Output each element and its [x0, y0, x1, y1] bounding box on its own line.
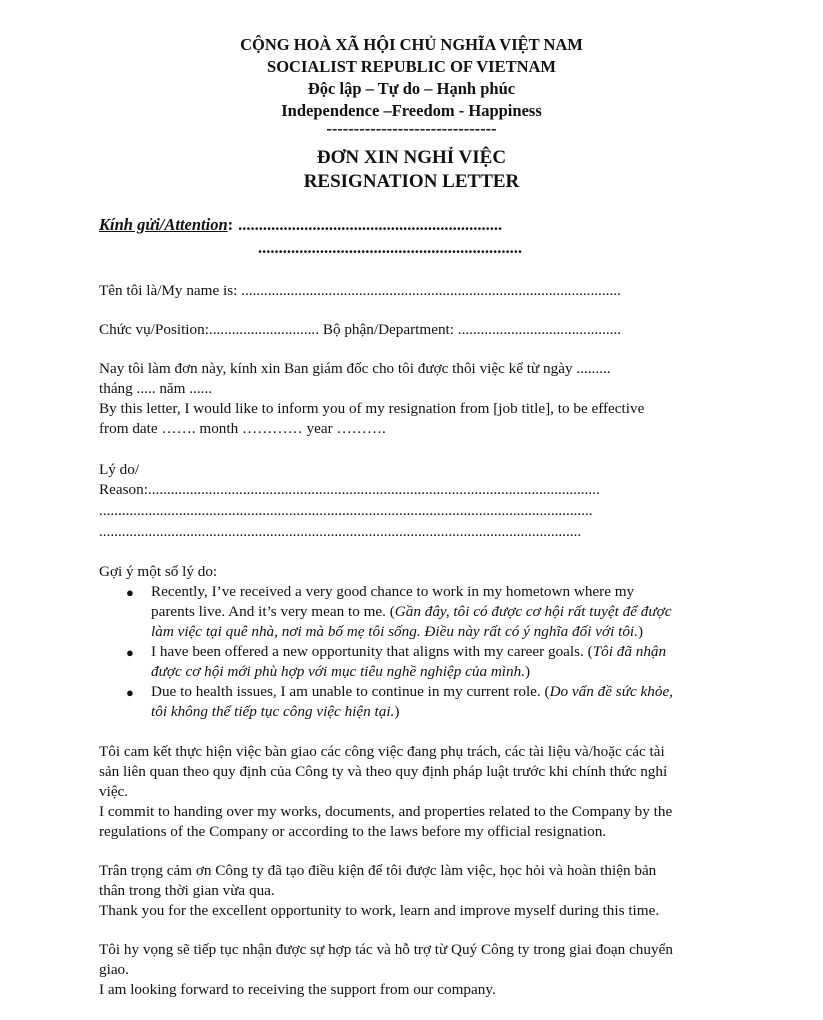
- commit-vn-line-2: sản liên quan theo quy định của Công ty và theo quy định pháp luật trước khi chính thức nghỉ: [99, 763, 668, 780]
- reason-label-line-2: Reason:.......................................................................................................................: [99, 481, 600, 498]
- request-en-line-1: By this letter, I would like to inform you of my resignation from [job title], to be effective: [99, 400, 645, 417]
- suggestion-1-line-2: parents live. And it’s very mean to me. (Gần đây, tôi có được cơ hội rất tuyệt để được: [151, 603, 672, 620]
- name-field: Tên tôi là/My name is: ....................................................................................................: [99, 282, 621, 299]
- closing-vn-line-1: Tôi hy vọng sẽ tiếp tục nhận được sự hợp tác và hỗ trợ từ Quý Công ty trong giai đoạn chuyển: [99, 941, 673, 958]
- bullet-icon: ●: [126, 585, 134, 600]
- commit-en-line-2: regulations of the Company or according to the laws before my official resignation.: [99, 823, 607, 840]
- attention-colon: :: [227, 215, 234, 234]
- suggestion-3-line-1: Due to health issues, I am unable to continue in my current role. (Do vấn đề sức khỏe,: [151, 683, 673, 700]
- bullet-icon: ●: [126, 685, 134, 700]
- thanks-vn-line-1: Trân trọng cảm ơn Công ty đã tạo điều kiện để tôi được làm việc, học hỏi và hoàn thiện bản: [99, 862, 657, 879]
- closing-en-line-1: I am looking forward to receiving the support from our company.: [99, 981, 496, 998]
- commit-en-line-1: I commit to handing over my works, documents, and properties related to the Company by the: [99, 803, 673, 820]
- position-department-field: Chức vụ/Position:............................. Bộ phận/Department: ...........................................: [99, 321, 622, 338]
- reason-blank-line-3: ...............................................................................................................................: [99, 523, 582, 540]
- suggestions-heading: Gợi ý một số lý do:: [99, 563, 218, 580]
- title-vn: ĐƠN XIN NGHỈ VIỆC: [316, 147, 507, 168]
- suggestion-3-line-2: tôi không thể tiếp tục công việc hiện tại.): [151, 703, 400, 720]
- title-en: RESIGNATION LETTER: [303, 171, 520, 192]
- commit-vn-line-3: việc.: [99, 783, 129, 800]
- closing-vn-line-2: giao.: [99, 961, 129, 978]
- reason-label-line-1: Lý do/: [99, 461, 140, 478]
- country-name-en: SOCIALIST REPUBLIC OF VIETNAM: [267, 57, 556, 76]
- suggestion-1-line-1: Recently, I’ve received a very good chance to work in my hometown where my: [151, 583, 635, 600]
- request-vn-line-2: tháng ..... năm ......: [99, 380, 213, 397]
- commit-vn-line-1: Tôi cam kết thực hiện việc bàn giao các công việc đang phụ trách, các tài liệu và/hoặc các tài: [99, 743, 665, 760]
- header-divider: -------------------------------: [326, 119, 497, 138]
- country-name-vn: CỘNG HOÀ XÃ HỘI CHỦ NGHĨA VIỆT NAM: [240, 35, 583, 54]
- thanks-en-line-1: Thank you for the excellent opportunity to work, learn and improve myself during this time.: [99, 902, 660, 919]
- attention-label: Kính gửi/Attention: [99, 215, 228, 234]
- thanks-vn-line-2: thân trong thời gian vừa qua.: [99, 882, 275, 899]
- attention-line: [99, 215, 502, 235]
- suggestion-2-line-1: I have been offered a new opportunity that aligns with my career goals. (Tôi đã nhận: [151, 643, 667, 660]
- request-en-line-2: from date ……. month ………… year ……….: [99, 420, 386, 437]
- attention-blank-1: ................................................................: [238, 215, 503, 234]
- motto-en: Independence –Freedom - Happiness: [281, 101, 542, 120]
- attention-blank-2: ................................................................: [258, 238, 522, 257]
- suggestion-1-line-3: làm việc tại quê nhà, nơi mà bố mẹ tôi sống. Điều này rất có ý nghĩa đối với tôi.): [151, 623, 644, 640]
- motto-vn: Độc lập – Tự do – Hạnh phúc: [307, 79, 516, 98]
- bullet-icon: ●: [126, 645, 134, 660]
- reason-blank-line-2: ..................................................................................................................................: [99, 502, 593, 519]
- suggestion-2-line-2: được cơ hội mới phù hợp với mục tiêu nghề nghiệp của mình.): [151, 663, 531, 680]
- request-vn-line-1: Nay tôi làm đơn này, kính xin Ban giám đốc cho tôi được thôi việc kể từ ngày .........: [99, 360, 611, 377]
